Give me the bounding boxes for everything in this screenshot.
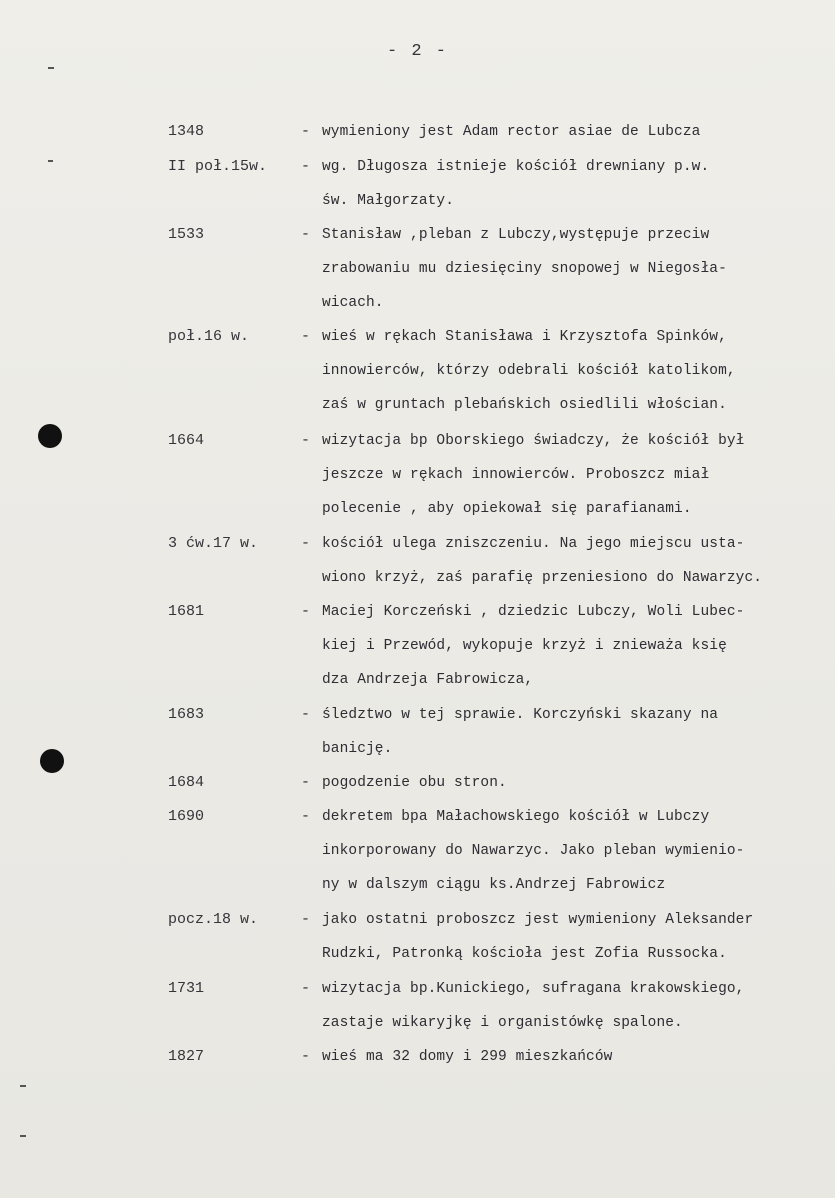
entry-text [322, 595, 832, 698]
entry-dash: - [301, 911, 311, 928]
entry-text-line: Stanisław ,pleban z Lubczy,występuje przeciw [322, 227, 710, 243]
entry-text-line: innowierców, którzy odebrali kościół katolikom, [322, 363, 736, 380]
entry-dash: - [301, 226, 311, 243]
entry-text-line: wg. Długosza istnieje kościół drewniany p.w. [322, 159, 710, 175]
entry-date: 1690 [168, 808, 205, 825]
entry-text-line: kościół ulega zniszczeniu. Na jego miejscu usta- [322, 536, 745, 552]
entry-dash: - [301, 432, 311, 449]
entry-dash: - [301, 603, 311, 620]
entry-date: 1681 [168, 603, 205, 620]
entry-text-line: dza Andrzeja Fabrowicza, [322, 672, 534, 689]
entry-date: 1664 [168, 432, 205, 449]
entry-date: 1348 [168, 123, 205, 140]
punch-hole-upper [38, 424, 62, 448]
margin-mark [48, 67, 54, 69]
entry-text-line: wizytacja bp Oborskiego świadczy, że kościół był [322, 433, 745, 449]
entry-text-line: kiej i Przewód, wykopuje krzyż i znieważa księ [322, 638, 727, 655]
entry-text [322, 800, 832, 903]
entry-text-line: śledztwo w tej sprawie. Korczyński skazany na [322, 707, 719, 723]
entry-text-line: Maciej Korczeński , dziedzic Lubczy, Woli Lubec- [322, 604, 745, 620]
entry-text [322, 115, 832, 149]
entry-date: 1683 [168, 706, 205, 723]
entry-text-line: wieś w rękach Stanisława i Krzysztofa Spinków, [322, 329, 727, 345]
entry-text-line: polecenie , aby opiekował się parafianami. [322, 501, 692, 518]
entry-dash: - [301, 1048, 311, 1065]
entry-text-line: Rudzki, Patronką kościoła jest Zofia Russocka. [322, 946, 727, 963]
punch-hole-lower [40, 749, 64, 773]
entry-text [322, 424, 832, 527]
entry-text-line: banicję. [322, 741, 393, 758]
entry-text-line: wizytacja bp.Kunickiego, sufragana krakowskiego, [322, 981, 745, 997]
entry-text-line: wieś ma 32 domy i 299 mieszkańców [322, 1049, 613, 1065]
page-number: - 2 - [386, 42, 448, 61]
entry-dash: - [301, 123, 311, 140]
entry-text-line: ny w dalszym ciągu ks.Andrzej Fabrowicz [322, 877, 666, 894]
entry-text-line: wymieniony jest Adam rector asiae de Lubcza [322, 124, 701, 140]
entry-date: II poł.15w. [168, 158, 268, 175]
entry-text [322, 766, 832, 800]
entry-text [322, 218, 832, 321]
entry-text [322, 527, 832, 595]
entry-text-line: pogodzenie obu stron. [322, 775, 507, 791]
entry-text-line: inkorporowany do Nawarzyc. Jako pleban wymienio- [322, 843, 745, 860]
entry-text-line: wicach. [322, 295, 384, 312]
entry-text [322, 320, 832, 423]
entry-date: poł.16 w. [168, 328, 250, 345]
entry-date: pocz.18 w. [168, 911, 259, 928]
entry-date: 1731 [168, 980, 205, 997]
entry-date: 3 ćw.17 w. [168, 535, 259, 552]
entry-text-line: dekretem bpa Małachowskiego kościół w Lubczy [322, 809, 710, 825]
margin-mark [20, 1085, 26, 1087]
entry-dash: - [301, 535, 311, 552]
entry-text [322, 150, 832, 218]
entry-text-line: zrabowaniu mu dziesięciny snopowej w Niegosła- [322, 261, 727, 278]
entry-date: 1827 [168, 1048, 205, 1065]
entry-dash: - [301, 980, 311, 997]
entry-text-line: św. Małgorzaty. [322, 193, 455, 210]
entry-text-line: zastaje wikaryjkę i organistówkę spalone. [322, 1015, 683, 1032]
entry-text-line: wiono krzyż, zaś parafię przeniesiono do Nawarzyc. [322, 570, 763, 587]
entry-text-line: zaś w gruntach plebańskich osiedlili włościan. [322, 397, 727, 414]
entry-date: 1684 [168, 774, 205, 791]
margin-mark [20, 1135, 26, 1137]
entry-dash: - [301, 808, 311, 825]
entry-text-line: jeszcze w rękach innowierców. Proboszcz miał [322, 467, 710, 484]
entry-text [322, 972, 832, 1040]
entry-text [322, 1040, 832, 1074]
entry-text [322, 903, 832, 971]
entry-dash: - [301, 158, 311, 175]
entry-text [322, 698, 832, 766]
entry-dash: - [301, 328, 311, 345]
entry-dash: - [301, 706, 311, 723]
entry-text-line: jako ostatni proboszcz jest wymieniony Aleksander [322, 912, 754, 928]
margin-mark [48, 160, 53, 162]
entry-dash: - [301, 774, 311, 791]
entry-date: 1533 [168, 226, 205, 243]
